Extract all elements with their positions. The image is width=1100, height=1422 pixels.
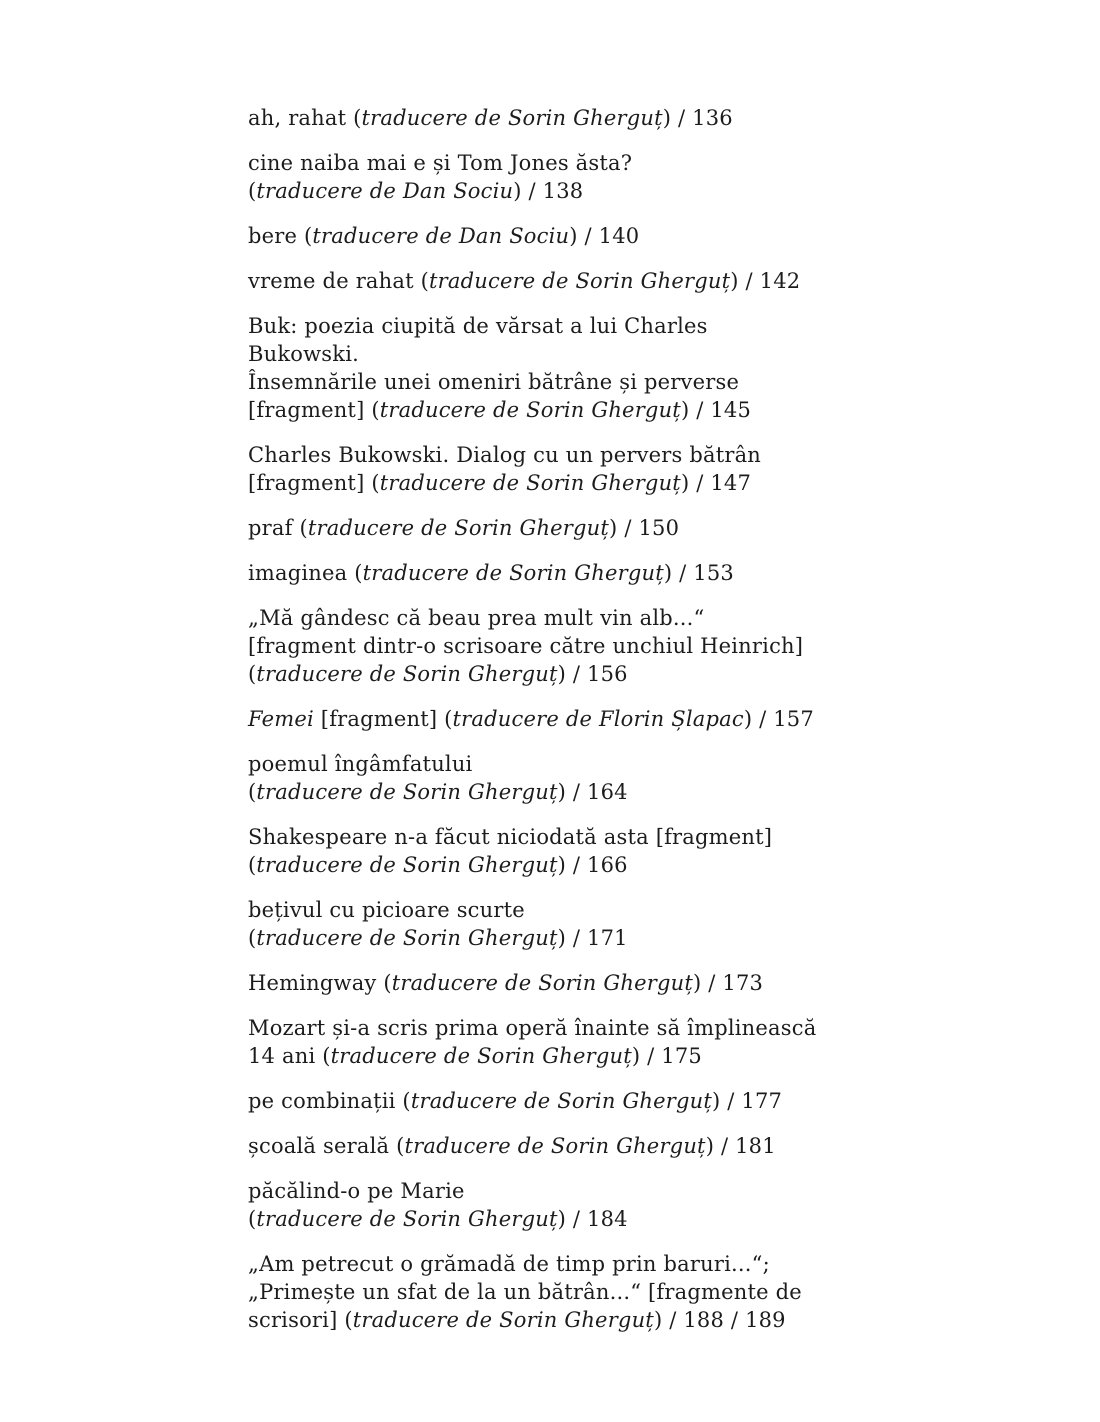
toc-line [248, 368, 928, 396]
translator-credit: traducere de Sorin Gherguț [330, 1044, 632, 1068]
entry-text: bere ( [248, 224, 313, 248]
translator-credit: traducere de Florin Șlapac [452, 707, 744, 731]
translator-credit: traducere de Sorin Gherguț [256, 662, 558, 686]
toc-line [248, 896, 928, 924]
translator-credit: traducere de Sorin Gherguț [256, 853, 558, 877]
entry-text: „Am petrecut o grămadă de timp prin baruri...“; [248, 1252, 770, 1276]
toc-line [248, 1087, 928, 1115]
entry-text: Shakespeare n-a făcut niciodată asta [fragment] [248, 825, 773, 849]
toc-entry [248, 514, 928, 542]
toc-line [248, 632, 928, 660]
entry-text: [fragment] ( [248, 398, 380, 422]
toc-entry [248, 441, 928, 497]
entry-text: ( [248, 926, 257, 950]
translator-credit: traducere de Sorin Gherguț [379, 398, 681, 422]
translator-credit: traducere de Dan Sociu [256, 179, 514, 203]
translator-credit: traducere de Sorin Gherguț [256, 780, 558, 804]
toc-entry [248, 750, 928, 806]
toc-entry [248, 1250, 928, 1334]
entry-text: Bukowski. [248, 342, 359, 366]
entry-text: cine naiba mai e și Tom Jones ăsta? [248, 151, 633, 175]
entry-text: ) / 138 [513, 179, 584, 203]
entry-text: „Mă gândesc că beau prea mult vin alb...“ [248, 606, 705, 630]
entry-text: ( [248, 179, 257, 203]
entry-text: „Primește un sfat de la un bătrân...“ [fragmente de [248, 1280, 802, 1304]
toc-line [248, 924, 928, 952]
entry-text: ) / 142 [730, 269, 801, 293]
toc-line [248, 660, 928, 688]
entry-text: ) / 153 [663, 561, 734, 585]
entry-text: scrisori] ( [248, 1308, 353, 1332]
translator-credit: traducere de Sorin Gherguț [307, 516, 610, 540]
toc-entry [248, 896, 928, 952]
entry-text: ) / 164 [557, 780, 628, 804]
toc-line [248, 340, 928, 368]
toc-line [248, 1042, 928, 1070]
translator-credit: traducere de Sorin Gherguț [404, 1134, 706, 1158]
toc-line [248, 750, 928, 778]
entry-text: Buk: poezia ciupită de vărsat a lui Charles [248, 314, 708, 338]
toc-line [248, 312, 928, 340]
toc-entry [248, 312, 928, 424]
entry-text: ) / 166 [557, 853, 628, 877]
translator-credit: traducere de Sorin Gherguț [256, 1207, 558, 1231]
toc-entry [248, 149, 928, 205]
entry-text: ah, rahat ( [248, 106, 362, 130]
entry-text: ) / 181 [705, 1134, 776, 1158]
entry-text: [fragment] ( [248, 471, 380, 495]
translator-credit: traducere de Sorin Gherguț [379, 471, 681, 495]
translator-credit: traducere de Dan Sociu [312, 224, 570, 248]
entry-text: Mozart și-a scris prima operă înainte să împlinească [248, 1016, 817, 1040]
translator-credit: traducere de Sorin Gherguț [391, 971, 693, 995]
toc-entry [248, 222, 928, 250]
toc-line [248, 969, 928, 997]
entry-text: [fragment dintr-o scrisoare către unchiul Heinrich] [248, 634, 804, 658]
toc-line [248, 441, 928, 469]
toc-entry [248, 1132, 928, 1160]
translator-credit: Femei [248, 707, 314, 731]
toc-line [248, 267, 928, 295]
entry-text: [fragment] ( [313, 707, 453, 731]
entry-text: Charles Bukowski. Dialog cu un pervers bătrân [248, 443, 762, 467]
toc-entry [248, 1014, 928, 1070]
toc-entry [248, 604, 928, 688]
entry-text: ) / 147 [680, 471, 752, 495]
entry-text: bețivul cu picioare scurte [248, 898, 525, 922]
toc-entries [248, 104, 928, 1351]
toc-entry [248, 104, 928, 132]
entry-text: ) / 175 [631, 1044, 702, 1068]
toc-line [248, 222, 928, 250]
entry-text: imaginea ( [248, 561, 363, 585]
entry-text: Hemingway ( [248, 971, 392, 995]
entry-text: ) / 140 [569, 224, 640, 248]
toc-entry [248, 823, 928, 879]
translator-credit: traducere de Sorin Gherguț [256, 926, 558, 950]
entry-text: ( [248, 1207, 257, 1231]
toc-entry [248, 969, 928, 997]
toc-line [248, 1132, 928, 1160]
toc-line [248, 851, 928, 879]
entry-text: școală serală ( [248, 1134, 405, 1158]
translator-credit: traducere de Sorin Gherguț [362, 561, 664, 585]
toc-entry [248, 1177, 928, 1233]
toc-entry [248, 267, 928, 295]
toc-entry [248, 559, 928, 587]
toc-line [248, 1205, 928, 1233]
translator-credit: traducere de Sorin Gherguț [429, 269, 731, 293]
toc-line [248, 1250, 928, 1278]
toc-line [248, 823, 928, 851]
entry-text: pe combinații ( [248, 1089, 411, 1113]
entry-text: ) / 136 [662, 106, 733, 130]
toc-entry [248, 705, 928, 733]
entry-text: ) / 173 [692, 971, 764, 995]
entry-text: ) / 184 [557, 1207, 628, 1231]
entry-text: păcălind-o pe Marie [248, 1179, 465, 1203]
toc-line [248, 104, 928, 132]
entry-text: ) / 150 [609, 516, 680, 540]
entry-text: ) / 157 [743, 707, 814, 731]
toc-line [248, 1278, 928, 1306]
toc-line [248, 149, 928, 177]
entry-text: 14 ani ( [248, 1044, 331, 1068]
entry-text: Însemnările unei omeniri bătrâne și perverse [248, 370, 740, 394]
entry-text: ( [248, 662, 257, 686]
entry-text: ) / 145 [680, 398, 752, 422]
entry-text: poemul îngâmfatului [248, 752, 473, 776]
entry-text: ) / 156 [557, 662, 628, 686]
toc-line [248, 778, 928, 806]
entry-text: ) / 188 / 189 [653, 1308, 786, 1332]
toc-line [248, 1306, 928, 1334]
toc-line [248, 514, 928, 542]
toc-line [248, 469, 928, 497]
entry-text: ( [248, 780, 257, 804]
toc-line [248, 559, 928, 587]
translator-credit: traducere de Sorin Gherguț [352, 1308, 654, 1332]
translator-credit: traducere de Sorin Gherguț [410, 1089, 713, 1113]
translator-credit: traducere de Sorin Gherguț [361, 106, 663, 130]
entry-text: ) / 171 [557, 926, 628, 950]
toc-line [248, 396, 928, 424]
toc-line [248, 177, 928, 205]
toc-line [248, 604, 928, 632]
toc-entry [248, 1087, 928, 1115]
entry-text: ( [248, 853, 257, 877]
entry-text: ) / 177 [712, 1089, 783, 1113]
entry-text: vreme de rahat ( [248, 269, 430, 293]
toc-line [248, 705, 928, 733]
toc-line [248, 1014, 928, 1042]
entry-text: praf ( [248, 516, 308, 540]
toc-line [248, 1177, 928, 1205]
